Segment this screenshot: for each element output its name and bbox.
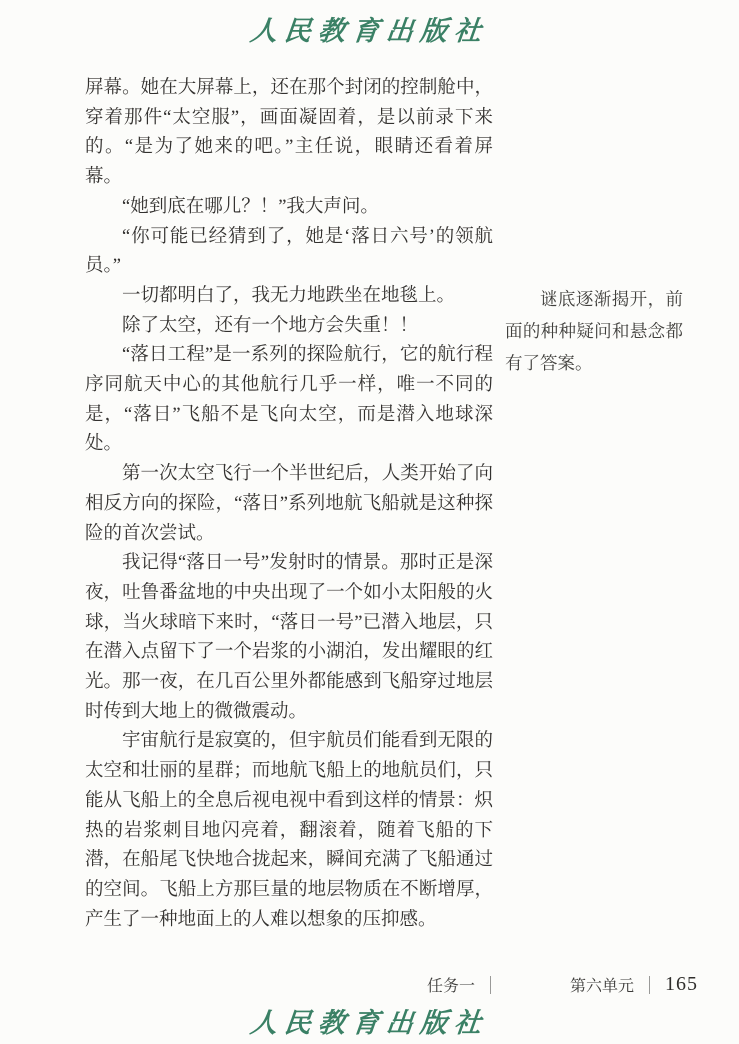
- paragraph: 屏幕。她在大屏幕上，还在那个封闭的控制舱中，穿着那件“太空服”，画面凝固着，是以前录下来的。“是为了她来的吧。”主任说，眼睛还看着屏幕。: [85, 78, 493, 188]
- margin-annotation: 谜底逐渐揭开，前面的种种疑问和悬念都有了答案。: [505, 289, 683, 373]
- paragraph: 宇宙航行是寂寞的，但宇航员们能看到无限的太空和壮丽的星群；而地航飞船上的地航员们，只能从飞船上的全息后视电视中看到这样的情景：炽热的岩浆刺目地闪亮着，翻滚着，随着飞船的下潜，在船尾飞快地合拢起来，瞬间充满了飞船通过的空间。飞船上方那巨量的地层物质在不断增厚，产生了一种地面上的人难以想象的压抑感。: [85, 731, 493, 930]
- paragraph: 我记得“落日一号”发射时的情景。那时正是深夜，吐鲁番盆地的中央出现了一个如小太阳般的火球，当火球暗下来时，“落日一号”已潜入地层，只在潜入点留下了一个岩浆的小湖泊，发出耀眼的红光。那一夜，在几百公里外都能感到飞船穿过地层时传到大地上的微微震动。: [85, 553, 493, 722]
- paragraph: 除了太空，还有一个地方会失重！！: [122, 315, 419, 336]
- publisher-logo-top: 人民教育出版社: [248, 16, 490, 46]
- footer-task-label: 任务一: [426, 978, 475, 995]
- paragraph: “你可能已经猜到了，她是‘落日六号’的领航员。”: [85, 226, 493, 277]
- paragraph: 一切都明白了，我无力地跌坐在地毯上。: [122, 285, 456, 306]
- page-number: 165: [665, 973, 698, 995]
- paragraph: “她到底在哪儿？！”我大声问。: [122, 196, 379, 217]
- footer: [427, 973, 698, 996]
- footer-divider: [649, 976, 650, 994]
- publisher-logo-bottom: 人民教育出版社: [248, 1008, 490, 1038]
- body-text-column: [85, 74, 493, 935]
- paragraph: 第一次太空飞行一个半世纪后，人类开始了向相反方向的探险，“落日”系列地航飞船就是这种探险的首次尝试。: [85, 464, 493, 544]
- footer-divider: [490, 976, 491, 994]
- paragraph: “落日工程”是一系列的探险航行，它的航行程序同航天中心的其他航行几乎一样，唯一不同的是，“落日”飞船不是飞向太空，而是潜入地球深处。: [85, 345, 493, 455]
- footer-unit-label: 第六单元: [569, 978, 634, 995]
